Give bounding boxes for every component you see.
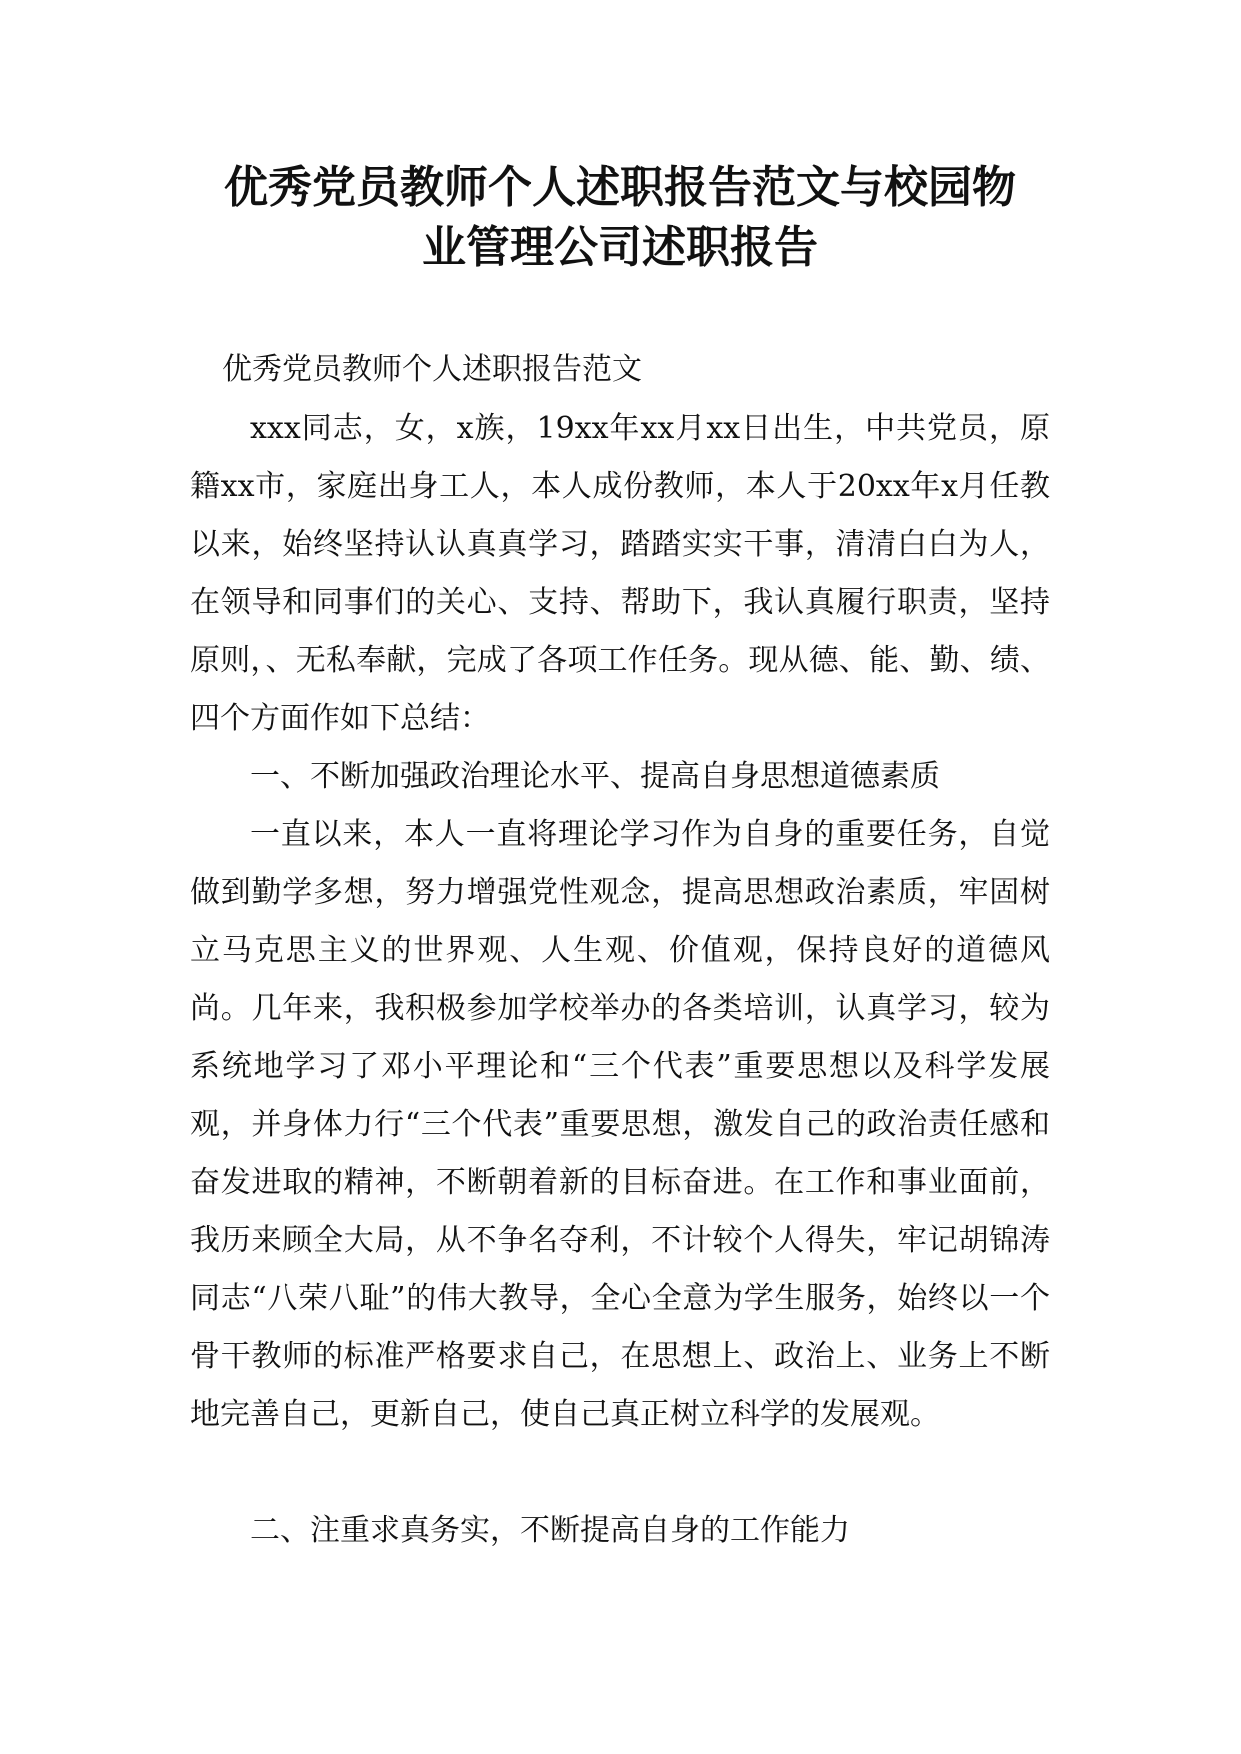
subheading-two: 二、注重求真务实，不断提高自身的工作能力 [250, 1513, 850, 1548]
document-title-line-2: 业管理公司述职报告 [422, 222, 818, 273]
intro-paragraph: xxx同志，女，x族，19xx年xx月xx日出生，中共党员，原籍xx市，家庭出身工人，本人成份教师，本人于20xx年x月任教以来，始终坚持认认真真学习，踏踏实实干事，清清白白为人，在领导和同事们的关心、支持、帮助下，我认真履行职责，坚持原则，、无私奉献，完成了各项工作任务。现从德、能、勤、绩、四个方面作如下总结： [190, 411, 1050, 736]
subheading-one: 一、不断加强政治理论水平、提高自身思想道德素质 [250, 759, 940, 794]
document-title-line-1: 优秀党员教师个人述职报告范文与校园物 [224, 162, 1016, 213]
section-heading: 优秀党员教师个人述职报告范文 [222, 352, 642, 387]
body-paragraph-one: 一直以来，本人一直将理论学习作为自身的重要任务，自觉做到勤学多想，努力增强党性观念，提高思想政治素质，牢固树立马克思主义的世界观、人生观、价值观，保持良好的道德风尚。几年来，我积极参加学校举办的各类培训，认真学习，较为系统地学习了邓小平理论和“三个代表”重要思想以及科学发展观，并身体力行“三个代表”重要思想，激发自己的政治责任感和奋发进取的精神，不断朝着新的目标奋进。在工作和事业面前，我历来顾全大局，从不争名夺利，不计较个人得失，牢记胡锦涛同志“八荣八耻”的伟大教导，全心全意为学生服务，始终以一个骨干教师的标准严格要求自己，在思想上、政治上、业务上不断地完善自己，更新自己，使自己真正树立科学的发展观。 [190, 817, 1050, 1432]
